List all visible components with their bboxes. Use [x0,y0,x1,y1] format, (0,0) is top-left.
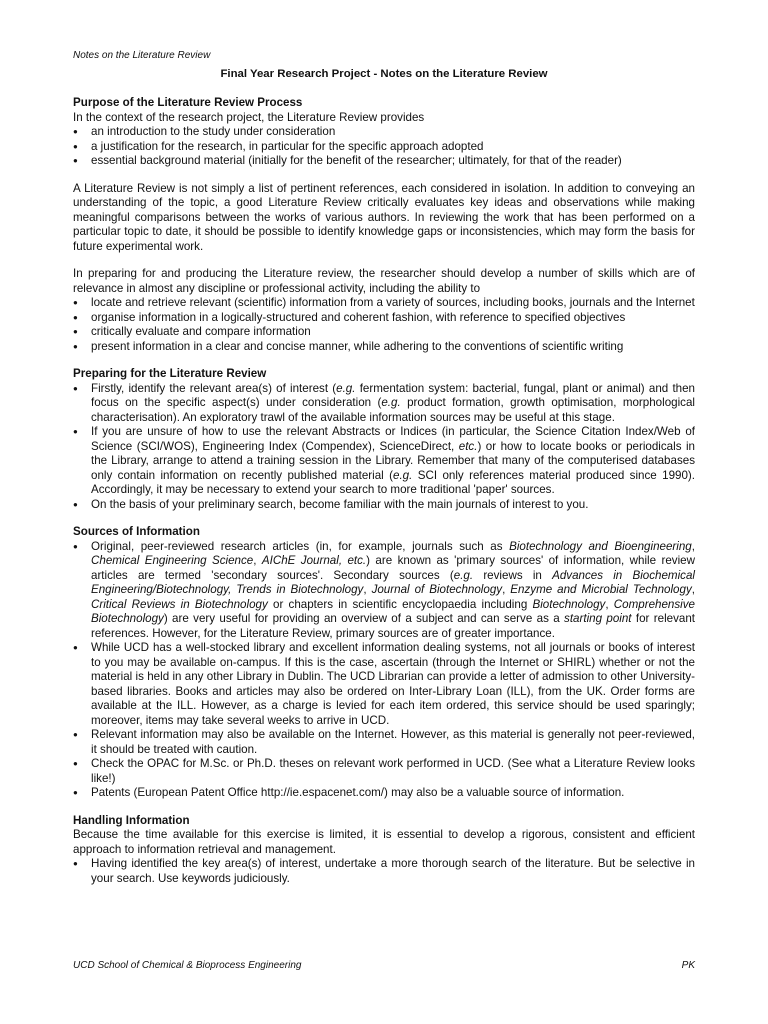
list-item: ● locate and retrieve relevant (scientific) information from a variety of sources, including books, journals and the Internet [73,296,695,311]
list-item: ● On the basis of your preliminary search, become familiar with the main journals of interest to you. [73,498,695,513]
skills-intro: In preparing for and producing the Literature review, the researcher should develop a number of skills which are of relevance in almost any discipline or professional activity, including the ability to [73,267,695,295]
handling-paragraph: Because the time available for this exercise is limited, it is essential to develop a rigorous, consistent and efficient approach to information retrieval and management. [73,828,695,856]
purpose-intro: In the context of the research project, the Literature Review provides [73,110,425,124]
list-item: ● organise information in a logically-structured and coherent fashion, with reference to specified objectives [73,311,695,326]
purpose-list [73,125,695,169]
section-heading-purpose: Purpose of the Literature Review Process [73,96,303,109]
page-footer [73,960,695,971]
preparing-list [73,382,695,513]
document-body [73,96,695,886]
list-item: ● essential background material (initially for the benefit of the researcher; ultimately, for that of the reader) [73,154,695,169]
list-item: ● Original, peer-reviewed research articles (in, for example, journals such as Biotechnology and Bioengineering, Chemical Engineering Science, AIChE Journal, etc.) are known as 'primary sources' of information, while review articles are termed 'secondary sources'. Secondary sources (e.g. reviews in Advances in Biochemical Engineering/Biotechnology, Trends in Biotechnology, Journal of Biotechnology, Enzyme and Microbial Technology, Critical Reviews in Biotechnology or chapters in scientific encyclopaedia including Biotechnology, Comprehensive Biotechnology) are very useful for providing an overview of a subject and can serve as a starting point for relevant references. However, for the Literature Review, primary sources are of greater importance. [73,540,695,642]
handling-list [73,857,695,886]
section-heading-sources: Sources of Information [73,525,200,538]
skills-list [73,296,695,354]
sources-list [73,540,695,801]
list-item: ● an introduction to the study under consideration [73,125,695,140]
list-item: ● Patents (European Patent Office http://ie.espacenet.com/) may also be a valuable source of information. [73,786,695,801]
running-head: Notes on the Literature Review [73,50,211,61]
list-item: ● While UCD has a well-stocked library and excellent information dealing systems, not all journals or books of interest to you may be available on-campus. If this is the case, ascertain (through the Internet or SHIRL) whether or not the material is held in any other Library in Dublin. The UCD Librarian can provide a letter of admission to other University-based libraries. Books and articles may also be ordered on Inter-Library Loan (ILL), from the UK. Order forms are available at the ILL. However, as a charge is levied for each item ordered, this service should be used sparingly; moreover, items may take several weeks to arrive in UCD. [73,641,695,728]
footer-left: UCD School of Chemical & Bioprocess Engineering [73,960,302,971]
document-title: Final Year Research Project - Notes on the Literature Review [220,68,548,80]
list-item: ● critically evaluate and compare information [73,325,695,340]
list-item: ● Firstly, identify the relevant area(s) of interest (e.g. fermentation system: bacterial, fungal, plant or animal) and then focus on the specific aspect(s) under consideration (e.g. product formation, growth optimisation, morphological characterisation). An exploratory trawl of the available information sources may be useful at this stage. [73,382,695,426]
section-heading-handling: Handling Information [73,813,190,827]
section-heading-preparing: Preparing for the Literature Review [73,367,267,380]
list-item: ● a justification for the research, in particular for the specific approach adopted [73,140,695,155]
list-item: ● Having identified the key area(s) of interest, undertake a more thorough search of the literature. But be selective in your search. Use keywords judiciously. [73,857,695,886]
list-item: ● Relevant information may also be available on the Internet. However, as this material is generally not peer-reviewed, it should be treated with caution. [73,728,695,757]
purpose-paragraph: A Literature Review is not simply a list of pertinent references, each considered in isolation. In addition to conveying an understanding of the topic, a good Literature Review critically evaluates key ideas and observations while making meaningful comparisons between the works of various authors. In reviewing the work that has been performed on a particular topic to date, it should be possible to identify knowledge gaps or inconsistencies, which may form the basis for future experimental work. [73,181,695,253]
list-item: ● Check the OPAC for M.Sc. or Ph.D. theses on relevant work performed in UCD. (See what a Literature Review looks like!) [73,757,695,786]
footer-right: PK [681,960,695,971]
list-item: ● present information in a clear and concise manner, while adhering to the conventions of scientific writing [73,340,695,355]
list-item: ● If you are unsure of how to use the relevant Abstracts or Indices (in particular, the Science Citation Index/Web of Science (SCI/WOS), Engineering Index (Compendex), ScienceDirect, etc.) or how to locate books or periodicals in the Library, arrange to attend a training session in the Library. Remember that many of the computerised databases only contain information on recently published material (e.g. SCI only references material produced since 1990). Accordingly, it may be necessary to extend your search to more traditional 'paper' sources. [73,425,695,498]
